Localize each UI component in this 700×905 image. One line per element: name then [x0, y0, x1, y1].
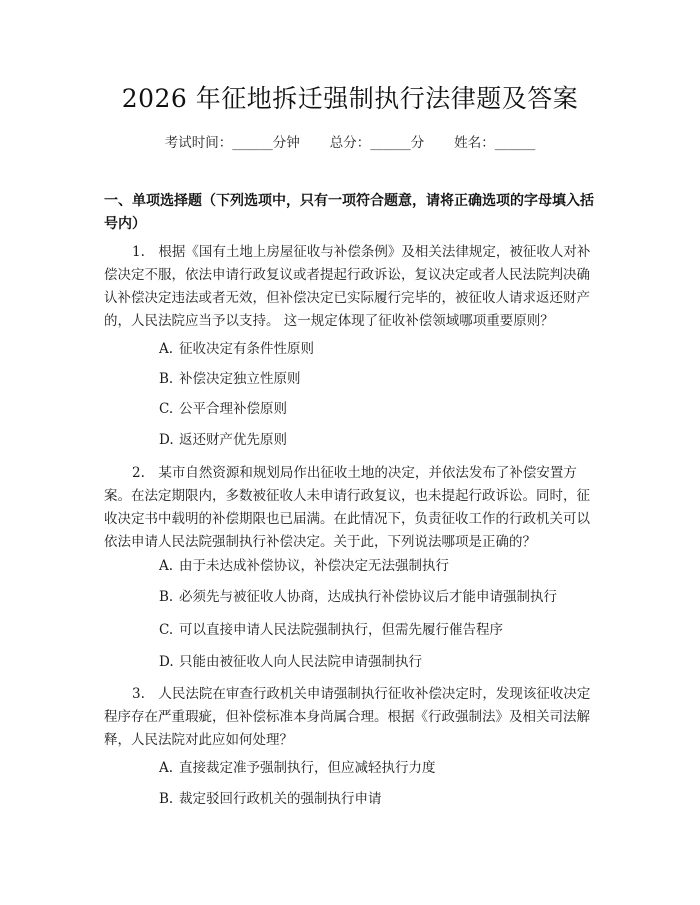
question-1-option-c — [159, 399, 599, 419]
option-letter: C. — [159, 622, 174, 638]
option-text: 直接裁定准予强制执行，但应减轻执行力度 — [179, 760, 436, 776]
question-1-option-d — [159, 430, 599, 450]
question-3-text: 3. 人民法院在审查行政机关申请强制执行征收补偿决定时，发现该征收决定程序存在严重瑕疵，但补偿标准本身尚属合理。根据《行政强制法》及相关司法解释，人民法院对此应如何处理？ — [104, 686, 591, 748]
student-name-field: 姓名：______ — [454, 135, 536, 151]
question-1-option-a — [159, 339, 599, 359]
exam-time-field: 考试时间：______分钟 — [164, 135, 300, 151]
option-letter: A. — [159, 558, 174, 574]
question-2-option-a — [159, 556, 599, 576]
option-letter: C. — [159, 401, 174, 417]
option-text: 只能由被征收人向人民法院申请强制执行 — [179, 654, 422, 670]
question-1-text: 1. 根据《国有土地上房屋征收与补偿条例》及相关法律规定，被征收人对补偿决定不服，依法申请行政复议或者提起行政诉讼，复议决定或者人民法院判决确认补偿决定违法或者无效，但补偿决定已实际履行完毕的，被征收人请求返还财产的，人民法院应当予以支持。 这一规定体现了征收补偿领域哪项重要原则？ — [104, 244, 591, 329]
option-letter: A. — [159, 341, 174, 357]
option-text: 由于未达成补偿协议，补偿决定无法强制执行 — [179, 558, 449, 574]
option-letter: B. — [159, 371, 174, 387]
question-2-text: 2. 某市自然资源和规划局作出征收土地的决定，并依法发布了补偿安置方案。在法定期限内，多数被征收人未申请行政复议，也未提起行政诉讼。同时，征收决定书中载明的补偿期限也已届满。在此情况下，负责征收工作的行政机关可以依法申请人民法院强制执行补偿决定。关于此，下列说法哪项是正确的？ — [104, 465, 590, 550]
option-letter: B. — [159, 589, 174, 605]
question-1-option-b — [159, 369, 599, 389]
option-text: 补偿决定独立性原则 — [179, 371, 301, 387]
option-text: 返还财产优先原则 — [179, 432, 287, 448]
option-text: 公平合理补偿原则 — [179, 401, 287, 417]
option-letter: A. — [159, 760, 174, 776]
option-letter: D. — [159, 654, 174, 670]
total-score-field: 总分：______分 — [329, 135, 425, 151]
question-3-option-b — [159, 789, 599, 809]
option-text: 征收决定有条件性原则 — [179, 341, 314, 357]
section-heading: 一、单项选择题（下列选项中，只有一项符合题意，请将正确选项的字母填入括号内） — [104, 193, 594, 232]
question-3-option-a — [159, 758, 599, 778]
option-text: 裁定驳回行政机关的强制执行申请 — [179, 791, 382, 807]
question-2-option-d — [159, 652, 599, 672]
question-2-option-c — [159, 620, 599, 640]
option-letter: B. — [159, 791, 174, 807]
exam-meta — [0, 133, 700, 153]
question-2-option-b — [159, 587, 599, 607]
option-letter: D. — [159, 432, 174, 448]
option-text: 可以直接申请人民法院强制执行，但需先履行催告程序 — [179, 622, 503, 638]
page-title: 2026 年征地拆迁强制执行法律题及答案 — [121, 84, 579, 113]
option-text: 必须先与被征收人协商，达成执行补偿协议后才能申请强制执行 — [179, 589, 557, 605]
